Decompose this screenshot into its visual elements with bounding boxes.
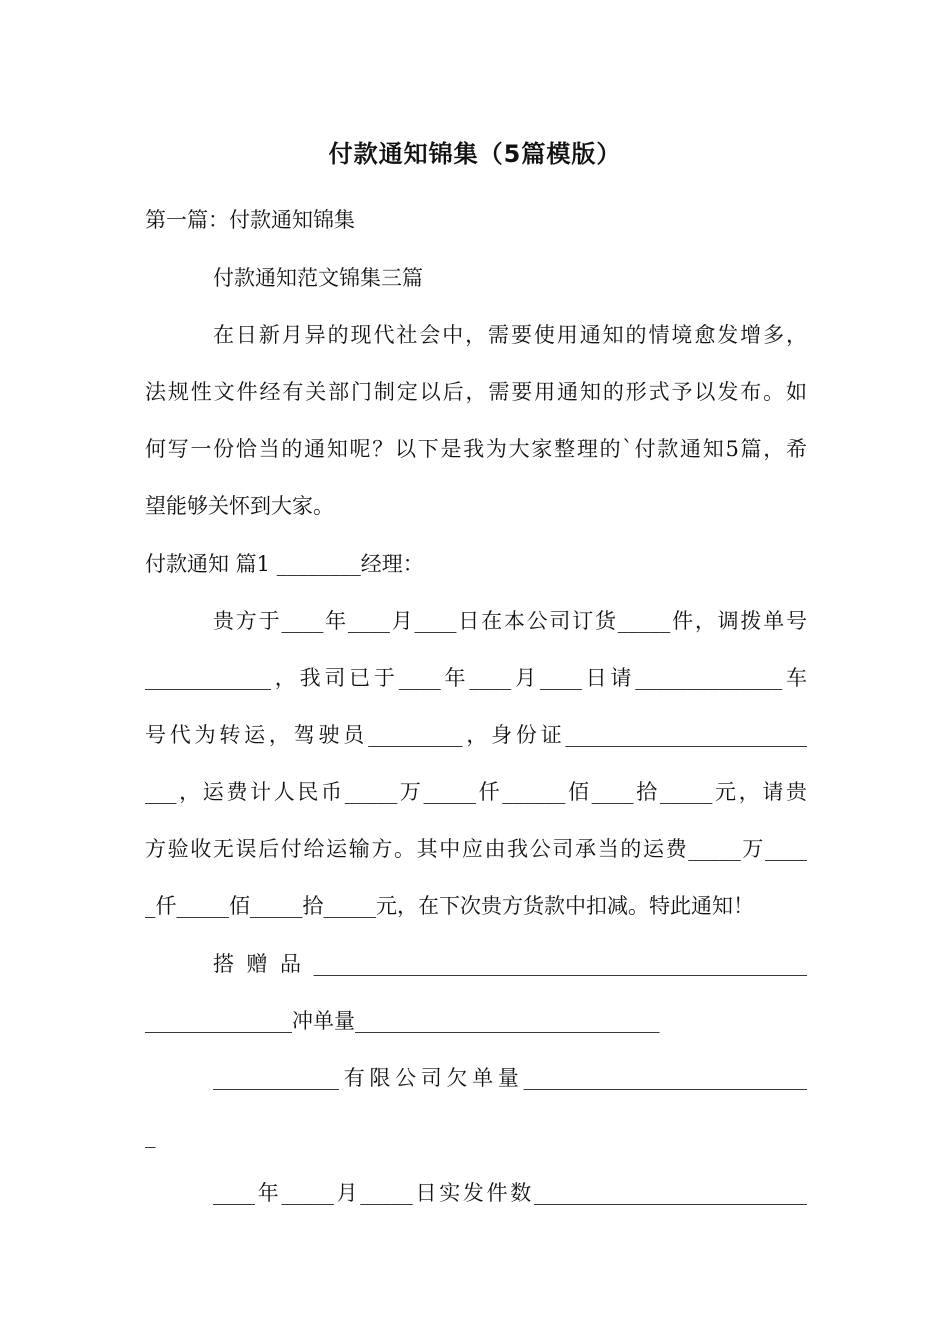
form-line: ____年_____月_____日实发件数__________________________	[213, 1181, 807, 1205]
form-line: 号代为转运，驾驶员_________，身份证_______________________	[145, 723, 807, 747]
form-line: _仟_____佰_____拾_____元，在下次贵方货款中扣减。特此通知！	[145, 894, 754, 918]
form-line: 方验收无误后付给运输方。其中应由我公司承当的运费_____万____	[145, 837, 807, 861]
form-line: 搭赠品_______________________________________________	[213, 952, 807, 976]
form-line: ____________有限公司欠单量___________________________	[213, 1066, 807, 1090]
paragraph-line: 法规性文件经有关部门制定以后，需要用通知的形式予以发布。如	[145, 380, 807, 404]
paragraph-line: 何写一份恰当的通知呢？以下是我为大家整理的`付款通知5篇，希	[145, 437, 807, 461]
paragraph-line: 望能够关怀到大家。	[145, 494, 334, 518]
paragraph-line: 在日新月异的现代社会中，需要使用通知的情境愈发增多，	[213, 323, 807, 347]
form-line: _	[145, 1124, 156, 1148]
form-line: 贵方于____年____月____日在本公司订货_____件，调拨单号	[213, 609, 807, 633]
form-line: ____________，我司已于____年____月____日请______________车	[145, 666, 807, 690]
document-title: 付款通知锦集（5篇模版）	[328, 140, 622, 168]
subheading: 付款通知范文锦集三篇	[213, 266, 423, 290]
notice-heading: 付款通知 篇1 ________经理：	[145, 552, 424, 576]
form-line: ______________冲单量_____________________________	[145, 1009, 660, 1033]
section-heading: 第一篇：付款通知锦集	[145, 208, 355, 232]
form-line: ___，运费计人民币_____万_____仟______佰____拾_____元，请贵	[145, 780, 807, 804]
